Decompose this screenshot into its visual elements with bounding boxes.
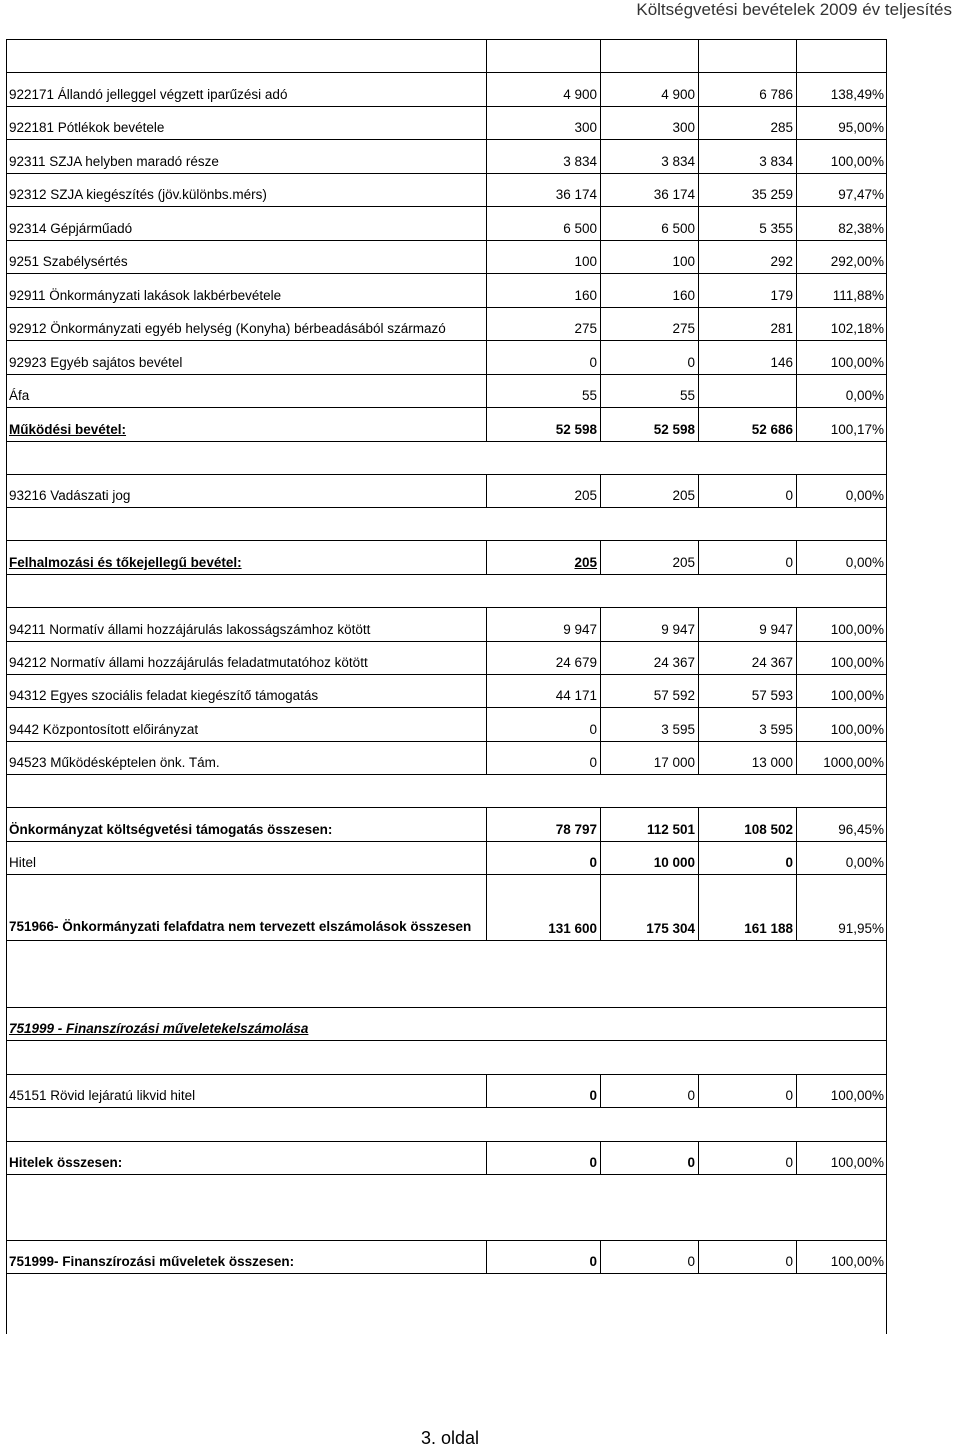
table-row (6, 708, 887, 742)
table-row (6, 308, 887, 341)
row-label: Önkormányzat költségvetési támogatás összesen: (9, 822, 333, 837)
row-label: 751999- Finanszírozási műveletek összesen: (9, 1254, 295, 1269)
modositott-eloiranyzat-cell (601, 207, 699, 240)
teljesites: 0 (785, 1155, 793, 1170)
table-row (6, 408, 887, 442)
row-label: 92312 SZJA kiegészítés (jöv.különbs.mérs) (9, 187, 267, 202)
modositott-eloiranyzat: 55 (679, 388, 695, 403)
teljesites-szazalek: 138,49% (830, 87, 884, 102)
row-label: 9251 Szabélysértés (9, 254, 128, 269)
teljesites-szazalek-cell (797, 1075, 887, 1107)
modositott-eloiranyzat-cell (601, 1142, 699, 1174)
eredeti-eloiranyzat-cell (487, 375, 601, 407)
eredeti-eloiranyzat-cell (487, 842, 601, 874)
modositott-eloiranyzat-cell (601, 375, 699, 407)
table-row (6, 274, 887, 308)
table-row (6, 1241, 887, 1274)
eredeti-eloiranyzat-cell (487, 808, 601, 841)
eredeti-eloiranyzat: 78 797 (555, 822, 597, 837)
row-label-cell (6, 308, 487, 340)
row-label-cell (6, 708, 487, 741)
teljesites-szazalek: 100,00% (830, 1088, 884, 1103)
modositott-eloiranyzat-cell (601, 541, 699, 574)
teljesites-szazalek-cell (797, 675, 887, 707)
eredeti-eloiranyzat-cell (487, 341, 601, 374)
modositott-eloiranyzat: 36 174 (653, 187, 695, 202)
row-label-cell (6, 140, 487, 173)
teljesites-cell (699, 675, 797, 707)
row-label-cell (6, 675, 487, 707)
teljesites-szazalek: 100,00% (830, 622, 884, 637)
modositott-eloiranyzat: 300 (672, 120, 695, 135)
modositott-eloiranyzat-cell (601, 107, 699, 139)
row-label: 92314 Gépjárműadó (9, 221, 133, 236)
teljesites-cell (699, 475, 797, 507)
modositott-eloiranyzat-cell (601, 341, 699, 374)
eredeti-eloiranyzat-cell (487, 541, 601, 574)
modositott-eloiranyzat-cell (601, 73, 699, 106)
teljesites: 108 502 (744, 822, 793, 837)
eredeti-eloiranyzat-cell (487, 207, 601, 240)
eredeti-eloiranyzat: 6 500 (563, 221, 597, 236)
teljesites: 0 (785, 488, 793, 503)
teljesites-szazalek-cell (797, 39, 887, 72)
modositott-eloiranyzat-cell (601, 1241, 699, 1273)
modositott-eloiranyzat-cell (601, 39, 699, 72)
table-row (6, 1041, 887, 1075)
row-label-cell (6, 442, 887, 474)
modositott-eloiranyzat-cell (601, 308, 699, 340)
row-label-cell (6, 1075, 487, 1107)
table-row (6, 941, 887, 1008)
eredeti-eloiranyzat-cell (487, 742, 601, 774)
modositott-eloiranyzat-cell (601, 608, 699, 641)
row-label: 92311 SZJA helyben maradó része (9, 154, 219, 169)
table-row (6, 842, 887, 875)
table-row (6, 39, 887, 73)
table-row (6, 575, 887, 608)
eredeti-eloiranyzat: 131 600 (548, 921, 597, 936)
eredeti-eloiranyzat-cell (487, 274, 601, 307)
teljesites-cell (699, 842, 797, 874)
modositott-eloiranyzat: 57 592 (653, 688, 695, 703)
row-label-cell (6, 174, 487, 206)
table-row (6, 675, 887, 708)
modositott-eloiranyzat: 0 (687, 355, 695, 370)
eredeti-eloiranyzat: 275 (574, 321, 597, 336)
eredeti-eloiranyzat-cell (487, 1142, 601, 1174)
row-label: 751999 - Finanszírozási műveletekelszámolása (9, 1021, 309, 1036)
teljesites: 52 686 (751, 422, 793, 437)
eredeti-eloiranyzat: 0 (589, 855, 597, 870)
modositott-eloiranyzat: 175 304 (646, 921, 695, 936)
teljesites: 179 (770, 288, 793, 303)
row-label-cell (6, 241, 487, 273)
row-label-cell (6, 575, 887, 607)
teljesites: 0 (785, 1254, 793, 1269)
teljesites: 3 595 (759, 722, 793, 737)
row-label-cell (6, 107, 487, 139)
teljesites-szazalek-cell (797, 408, 887, 441)
modositott-eloiranyzat-cell (601, 408, 699, 441)
row-label: Működési bevétel: (9, 422, 127, 437)
modositott-eloiranyzat: 3 834 (661, 154, 695, 169)
eredeti-eloiranyzat: 24 679 (555, 655, 597, 670)
teljesites-szazalek-cell (797, 642, 887, 674)
eredeti-eloiranyzat: 205 (574, 555, 597, 570)
row-label: 922171 Állandó jelleggel végzett iparűzési adó (9, 87, 288, 102)
modositott-eloiranyzat-cell (601, 675, 699, 707)
table-row (6, 642, 887, 675)
teljesites-cell (699, 107, 797, 139)
teljesites: 161 188 (744, 921, 793, 936)
teljesites: 6 786 (759, 87, 793, 102)
teljesites-szazalek: 91,95% (838, 921, 884, 936)
table-row (6, 341, 887, 375)
eredeti-eloiranyzat: 36 174 (555, 187, 597, 202)
teljesites-cell (699, 140, 797, 173)
table-row (6, 475, 887, 508)
modositott-eloiranyzat: 275 (672, 321, 695, 336)
table-row (6, 808, 887, 842)
table-row (6, 174, 887, 207)
eredeti-eloiranyzat-cell (487, 308, 601, 340)
table-row (6, 1142, 887, 1175)
table-row (6, 608, 887, 642)
teljesites-cell (699, 39, 797, 72)
eredeti-eloiranyzat-cell (487, 875, 601, 940)
modositott-eloiranyzat: 17 000 (653, 755, 695, 770)
row-label-cell (6, 1241, 487, 1273)
modositott-eloiranyzat: 4 900 (661, 87, 695, 102)
table-row (6, 1108, 887, 1142)
row-label: 92923 Egyéb sajátos bevétel (9, 355, 183, 370)
modositott-eloiranyzat: 9 947 (661, 622, 695, 637)
teljesites-szazalek: 100,00% (830, 688, 884, 703)
page-number: 3. oldal (420, 1428, 480, 1448)
row-label-cell (6, 541, 487, 574)
modositott-eloiranyzat: 205 (672, 488, 695, 503)
teljesites-szazalek: 100,00% (830, 655, 884, 670)
row-label: 751966- Önkormányzati felafdatra nem tervezett elszámolások összesen (9, 919, 472, 934)
modositott-eloiranyzat-cell (601, 875, 699, 940)
row-label: 92911 Önkormányzati lakások lakbérbevétele (9, 288, 282, 303)
eredeti-eloiranyzat: 160 (574, 288, 597, 303)
modositott-eloiranyzat: 160 (672, 288, 695, 303)
modositott-eloiranyzat: 112 501 (646, 822, 695, 837)
row-label: 94211 Normatív állami hozzájárulás lakosságszámhoz kötött (9, 622, 371, 637)
row-label-cell (6, 39, 487, 72)
row-label-cell (6, 1274, 887, 1334)
teljesites-szazalek-cell (797, 1241, 887, 1273)
row-label: Hitel (9, 855, 37, 870)
teljesites-szazalek-cell (797, 140, 887, 173)
modositott-eloiranyzat: 0 (687, 1155, 695, 1170)
teljesites-szazalek-cell (797, 174, 887, 206)
teljesites-cell (699, 808, 797, 841)
row-label-cell (6, 941, 887, 1007)
row-label-cell (6, 341, 487, 374)
modositott-eloiranyzat: 52 598 (653, 422, 695, 437)
teljesites-cell (699, 73, 797, 106)
row-label: 45151 Rövid lejáratú likvid hitel (9, 1088, 196, 1103)
eredeti-eloiranyzat-cell (487, 107, 601, 139)
row-label: 9442 Központosított előirányzat (9, 722, 199, 737)
modositott-eloiranyzat-cell (601, 174, 699, 206)
teljesites-szazalek: 100,00% (830, 355, 884, 370)
modositott-eloiranyzat-cell (601, 708, 699, 741)
teljesites-szazalek-cell (797, 808, 887, 841)
teljesites-cell (699, 875, 797, 940)
teljesites-szazalek: 0,00% (845, 855, 884, 870)
row-label-cell (6, 1142, 487, 1174)
teljesites-szazalek: 97,47% (838, 187, 884, 202)
table-row (6, 742, 887, 775)
row-label-cell (6, 642, 487, 674)
modositott-eloiranyzat-cell (601, 475, 699, 507)
teljesites-szazalek-cell (797, 875, 887, 940)
eredeti-eloiranyzat: 3 834 (563, 154, 597, 169)
teljesites-cell (699, 541, 797, 574)
teljesites: 0 (785, 555, 793, 570)
teljesites-szazalek: 100,00% (830, 1155, 884, 1170)
teljesites-szazalek-cell (797, 708, 887, 741)
row-label: 94312 Egyes szociális feladat kiegészítő támogatás (9, 688, 319, 703)
teljesites-cell (699, 174, 797, 206)
teljesites-cell (699, 308, 797, 340)
modositott-eloiranyzat-cell (601, 241, 699, 273)
table-row (6, 73, 887, 107)
teljesites-szazalek: 0,00% (845, 388, 884, 403)
teljesites-cell (699, 708, 797, 741)
teljesites-szazalek-cell (797, 608, 887, 641)
teljesites-szazalek: 95,00% (838, 120, 884, 135)
teljesites-szazalek-cell (797, 375, 887, 407)
teljesites-szazalek: 100,00% (830, 722, 884, 737)
teljesites-cell (699, 408, 797, 441)
teljesites-szazalek-cell (797, 842, 887, 874)
teljesites-cell (699, 1142, 797, 1174)
teljesites-szazalek-cell (797, 107, 887, 139)
modositott-eloiranyzat-cell (601, 742, 699, 774)
teljesites: 146 (770, 355, 793, 370)
eredeti-eloiranyzat-cell (487, 1075, 601, 1107)
modositott-eloiranyzat-cell (601, 140, 699, 173)
modositott-eloiranyzat: 24 367 (653, 655, 695, 670)
teljesites-szazalek-cell (797, 73, 887, 106)
teljesites-szazalek: 100,17% (830, 422, 884, 437)
page-header-title: Költségvetési bevételek 2009 év teljesítés (636, 0, 952, 19)
modositott-eloiranyzat: 3 595 (661, 722, 695, 737)
teljesites: 3 834 (759, 154, 793, 169)
table-row (6, 1175, 887, 1241)
teljesites-szazalek: 111,88% (832, 288, 884, 303)
row-label-cell (6, 1108, 887, 1141)
eredeti-eloiranyzat: 0 (589, 1088, 597, 1103)
row-label-cell (6, 73, 487, 106)
modositott-eloiranyzat: 0 (687, 1088, 695, 1103)
table-row (6, 1274, 887, 1334)
eredeti-eloiranyzat: 9 947 (563, 622, 597, 637)
teljesites-szazalek: 292,00% (830, 254, 884, 269)
teljesites-cell (699, 207, 797, 240)
teljesites: 35 259 (751, 187, 793, 202)
table-row (6, 1075, 887, 1108)
row-label-cell (6, 875, 487, 940)
modositott-eloiranyzat: 205 (672, 555, 695, 570)
teljesites-cell (699, 341, 797, 374)
teljesites-cell (699, 274, 797, 307)
modositott-eloiranyzat-cell (601, 842, 699, 874)
eredeti-eloiranyzat-cell (487, 39, 601, 72)
teljesites: 5 355 (759, 221, 793, 236)
teljesites: 9 947 (759, 622, 793, 637)
teljesites: 57 593 (751, 688, 793, 703)
eredeti-eloiranyzat: 100 (574, 254, 597, 269)
eredeti-eloiranyzat-cell (487, 475, 601, 507)
row-label: 93216 Vadászati jog (9, 488, 131, 503)
teljesites-szazalek: 82,38% (838, 221, 884, 236)
teljesites-cell (699, 742, 797, 774)
row-label-cell (6, 475, 487, 507)
eredeti-eloiranyzat-cell (487, 708, 601, 741)
teljesites: 24 367 (751, 655, 793, 670)
teljesites-szazalek-cell (797, 475, 887, 507)
eredeti-eloiranyzat: 52 598 (555, 422, 597, 437)
modositott-eloiranyzat-cell (601, 1075, 699, 1107)
eredeti-eloiranyzat-cell (487, 408, 601, 441)
row-label: 94523 Működésképtelen önk. Tám. (9, 755, 220, 770)
modositott-eloiranyzat: 10 000 (653, 855, 695, 870)
modositott-eloiranyzat: 6 500 (661, 221, 695, 236)
table-row (6, 375, 887, 408)
teljesites: 13 000 (751, 755, 793, 770)
row-label-cell (6, 742, 487, 774)
teljesites-szazalek-cell (797, 308, 887, 340)
eredeti-eloiranyzat: 44 171 (555, 688, 597, 703)
modositott-eloiranyzat-cell (601, 274, 699, 307)
teljesites: 292 (770, 254, 793, 269)
row-label: Hitelek összesen: (9, 1155, 123, 1170)
row-label-cell (6, 842, 487, 874)
teljesites-szazalek-cell (797, 341, 887, 374)
row-label-cell (6, 375, 487, 407)
eredeti-eloiranyzat-cell (487, 1241, 601, 1273)
teljesites-cell (699, 241, 797, 273)
teljesites-szazalek: 0,00% (845, 488, 884, 503)
row-label-cell (6, 608, 487, 641)
teljesites-cell (699, 608, 797, 641)
table-row (6, 241, 887, 274)
row-label-cell (6, 808, 487, 841)
row-label-cell (6, 1175, 887, 1240)
eredeti-eloiranyzat-cell (487, 675, 601, 707)
eredeti-eloiranyzat-cell (487, 174, 601, 206)
teljesites-szazalek-cell (797, 742, 887, 774)
row-label-cell (6, 408, 487, 441)
modositott-eloiranyzat-cell (601, 642, 699, 674)
teljesites-szazalek: 0,00% (845, 555, 884, 570)
eredeti-eloiranyzat: 0 (589, 755, 597, 770)
eredeti-eloiranyzat: 4 900 (563, 87, 597, 102)
eredeti-eloiranyzat-cell (487, 73, 601, 106)
row-label-cell (6, 274, 487, 307)
teljesites-cell (699, 1075, 797, 1107)
row-label: Áfa (9, 388, 30, 403)
eredeti-eloiranyzat: 0 (589, 1254, 597, 1269)
row-label: 92912 Önkormányzati egyéb helység (Konyha) bérbeadásából származó (9, 321, 446, 336)
teljesites-szazalek: 100,00% (830, 1254, 884, 1269)
teljesites-cell (699, 375, 797, 407)
table-row (6, 875, 887, 941)
eredeti-eloiranyzat: 0 (589, 722, 597, 737)
table-row (6, 541, 887, 575)
row-label-cell (6, 207, 487, 240)
teljesites-szazalek-cell (797, 274, 887, 307)
teljesites: 0 (785, 855, 793, 870)
modositott-eloiranyzat: 100 (672, 254, 695, 269)
eredeti-eloiranyzat-cell (487, 140, 601, 173)
teljesites-szazalek: 102,18% (830, 321, 884, 336)
teljesites-szazalek-cell (797, 541, 887, 574)
table-row (6, 1008, 887, 1041)
eredeti-eloiranyzat: 205 (574, 488, 597, 503)
teljesites: 285 (770, 120, 793, 135)
row-label-cell (6, 1008, 887, 1040)
eredeti-eloiranyzat: 55 (581, 388, 597, 403)
row-label: Felhalmozási és tőkejellegű bevétel: (9, 555, 242, 570)
teljesites: 281 (770, 321, 793, 336)
table-row (6, 107, 887, 140)
modositott-eloiranyzat: 0 (687, 1254, 695, 1269)
table-row (6, 442, 887, 475)
eredeti-eloiranyzat-cell (487, 642, 601, 674)
teljesites-cell (699, 642, 797, 674)
teljesites-szazalek: 96,45% (838, 822, 884, 837)
teljesites: 0 (785, 1088, 793, 1103)
row-label: 922181 Pótlékok bevétele (9, 120, 165, 135)
teljesites-szazalek-cell (797, 241, 887, 273)
eredeti-eloiranyzat-cell (487, 608, 601, 641)
eredeti-eloiranyzat: 0 (589, 355, 597, 370)
row-label-cell (6, 1041, 887, 1074)
row-label-cell (6, 508, 887, 540)
eredeti-eloiranyzat: 300 (574, 120, 597, 135)
teljesites-cell (699, 1241, 797, 1273)
teljesites-szazalek-cell (797, 1142, 887, 1174)
eredeti-eloiranyzat: 0 (589, 1155, 597, 1170)
table-row (6, 140, 887, 174)
table-row (6, 775, 887, 808)
row-label-cell (6, 775, 887, 807)
table-row (6, 508, 887, 541)
table-row (6, 207, 887, 241)
teljesites-szazalek: 100,00% (830, 154, 884, 169)
eredeti-eloiranyzat-cell (487, 241, 601, 273)
teljesites-szazalek-cell (797, 207, 887, 240)
modositott-eloiranyzat-cell (601, 808, 699, 841)
teljesites-szazalek: 1000,00% (823, 755, 884, 770)
row-label: 94212 Normatív állami hozzájárulás feladatmutatóhoz kötött (9, 655, 368, 670)
